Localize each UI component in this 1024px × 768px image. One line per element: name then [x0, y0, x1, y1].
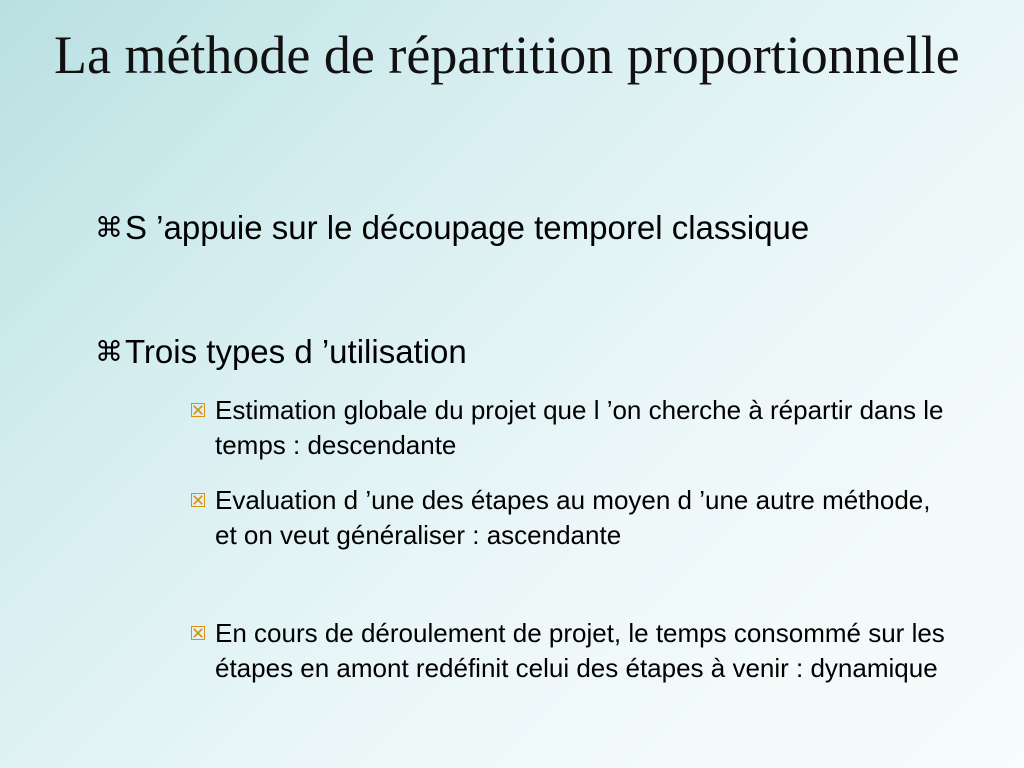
bullet-item [95, 330, 925, 374]
sub-bullet-item [215, 393, 945, 463]
x-box-icon [191, 403, 205, 417]
sub-bullet-item [215, 616, 945, 686]
bullet-text: S ’appuie sur le découpage temporel classique [125, 209, 810, 246]
x-box-icon [191, 626, 205, 640]
slide-title: La méthode de répartition proportionnelle [54, 25, 960, 85]
command-icon: ⌘ [95, 211, 123, 244]
command-icon: ⌘ [95, 335, 123, 368]
bullet-text: Trois types d ’utilisation [125, 333, 467, 370]
sub-bullet-text: En cours de déroulement de projet, le temps consommé sur les étapes en amont redéfinit celui des étapes à venir : dynamique [215, 618, 945, 683]
sub-bullet-item [215, 483, 945, 553]
x-box-icon [191, 493, 205, 507]
sub-bullet-text: Estimation globale du projet que l ’on cherche à répartir dans le temps : descendante [215, 395, 944, 460]
sub-bullet-text: Evaluation d ’une des étapes au moyen d ’une autre méthode, et on veut généraliser : ascendante [215, 485, 931, 550]
bullet-item [95, 206, 925, 250]
